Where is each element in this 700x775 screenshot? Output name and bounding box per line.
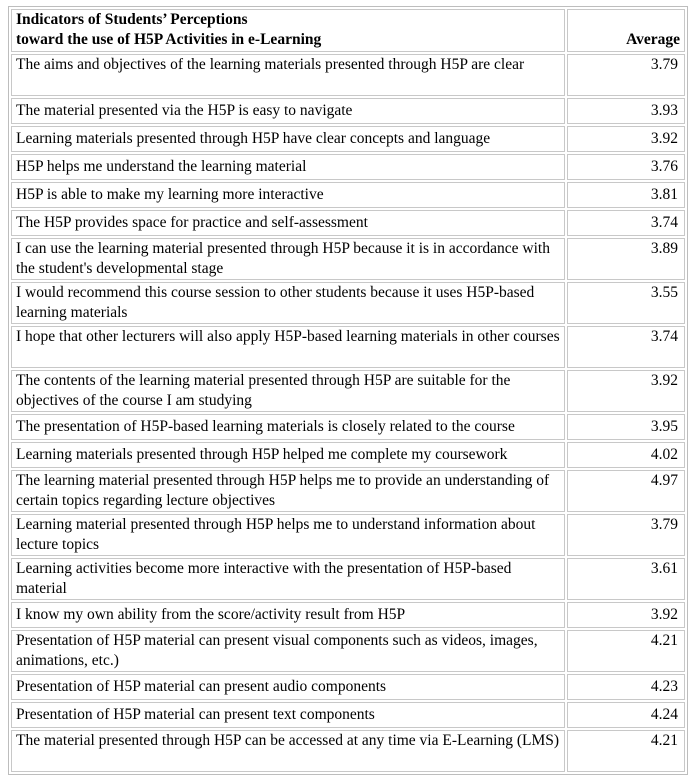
indicator-cell: Presentation of H5P material can present text components xyxy=(11,702,565,728)
indicator-cell: H5P is able to make my learning more interactive xyxy=(11,182,565,208)
perceptions-table xyxy=(8,6,688,775)
average-cell: 4.97 xyxy=(567,470,685,512)
table-row xyxy=(11,414,685,440)
table-row xyxy=(11,630,685,672)
table-row xyxy=(11,674,685,700)
indicator-cell: Learning materials presented through H5P have clear concepts and language xyxy=(11,126,565,152)
table-row xyxy=(11,154,685,180)
table-row xyxy=(11,602,685,628)
average-cell: 3.74 xyxy=(567,210,685,236)
average-cell: 3.79 xyxy=(567,54,685,96)
table-row xyxy=(11,182,685,208)
table-row xyxy=(11,702,685,728)
table-row xyxy=(11,730,685,772)
indicator-cell: Presentation of H5P material can present visual components such as videos, images, animations, etc.) xyxy=(11,630,565,672)
indicator-header xyxy=(11,9,565,52)
indicator-header-line2: toward the use of H5P Activities in e-Learning xyxy=(16,31,322,48)
average-cell: 4.23 xyxy=(567,674,685,700)
indicator-cell: I hope that other lecturers will also apply H5P-based learning materials in other courses xyxy=(11,326,565,368)
header-row xyxy=(11,9,685,52)
average-cell: 3.81 xyxy=(567,182,685,208)
indicator-cell: I know my own ability from the score/activity result from H5P xyxy=(11,602,565,628)
table-row xyxy=(11,210,685,236)
average-header: Average xyxy=(567,9,685,52)
table-row xyxy=(11,558,685,600)
indicator-cell: Presentation of H5P material can present audio components xyxy=(11,674,565,700)
indicator-cell: The material presented via the H5P is easy to navigate xyxy=(11,98,565,124)
average-cell: 3.74 xyxy=(567,326,685,368)
table-row xyxy=(11,126,685,152)
indicator-cell: I would recommend this course session to other students because it uses H5P-based learning materials xyxy=(11,282,565,324)
table-row xyxy=(11,238,685,280)
table-row xyxy=(11,470,685,512)
indicator-cell: The H5P provides space for practice and self-assessment xyxy=(11,210,565,236)
table-row xyxy=(11,514,685,556)
indicator-cell: Learning materials presented through H5P helped me complete my coursework xyxy=(11,442,565,468)
table-row xyxy=(11,326,685,368)
average-cell: 3.89 xyxy=(567,238,685,280)
table-row xyxy=(11,54,685,96)
average-cell: 4.21 xyxy=(567,730,685,772)
indicator-cell: I can use the learning material presented through H5P because it is in accordance with the student's developmental stage xyxy=(11,238,565,280)
average-cell: 4.02 xyxy=(567,442,685,468)
indicator-header-line1: Indicators of Students’ Perceptions xyxy=(16,11,248,28)
indicator-cell: The presentation of H5P-based learning materials is closely related to the course xyxy=(11,414,565,440)
average-cell: 4.24 xyxy=(567,702,685,728)
average-cell: 3.61 xyxy=(567,558,685,600)
average-cell: 3.55 xyxy=(567,282,685,324)
indicator-cell: The learning material presented through H5P helps me to provide an understanding of certain topics regarding lecture objectives xyxy=(11,470,565,512)
average-cell: 3.92 xyxy=(567,126,685,152)
indicator-cell: Learning material presented through H5P helps me to understand information about lecture topics xyxy=(11,514,565,556)
indicator-cell: The contents of the learning material presented through H5P are suitable for the objectives of the course I am studying xyxy=(11,370,565,412)
indicator-cell: Learning activities become more interactive with the presentation of H5P-based material xyxy=(11,558,565,600)
average-cell: 3.79 xyxy=(567,514,685,556)
average-cell: 3.92 xyxy=(567,602,685,628)
average-cell: 4.21 xyxy=(567,630,685,672)
table-row xyxy=(11,98,685,124)
average-cell: 3.76 xyxy=(567,154,685,180)
indicator-cell: The material presented through H5P can be accessed at any time via E-Learning (LMS) xyxy=(11,730,565,772)
table-row xyxy=(11,370,685,412)
table-row xyxy=(11,282,685,324)
average-cell: 3.95 xyxy=(567,414,685,440)
indicator-cell: The aims and objectives of the learning materials presented through H5P are clear xyxy=(11,54,565,96)
table-row xyxy=(11,442,685,468)
indicator-cell: H5P helps me understand the learning material xyxy=(11,154,565,180)
average-cell: 3.92 xyxy=(567,370,685,412)
average-cell: 3.93 xyxy=(567,98,685,124)
